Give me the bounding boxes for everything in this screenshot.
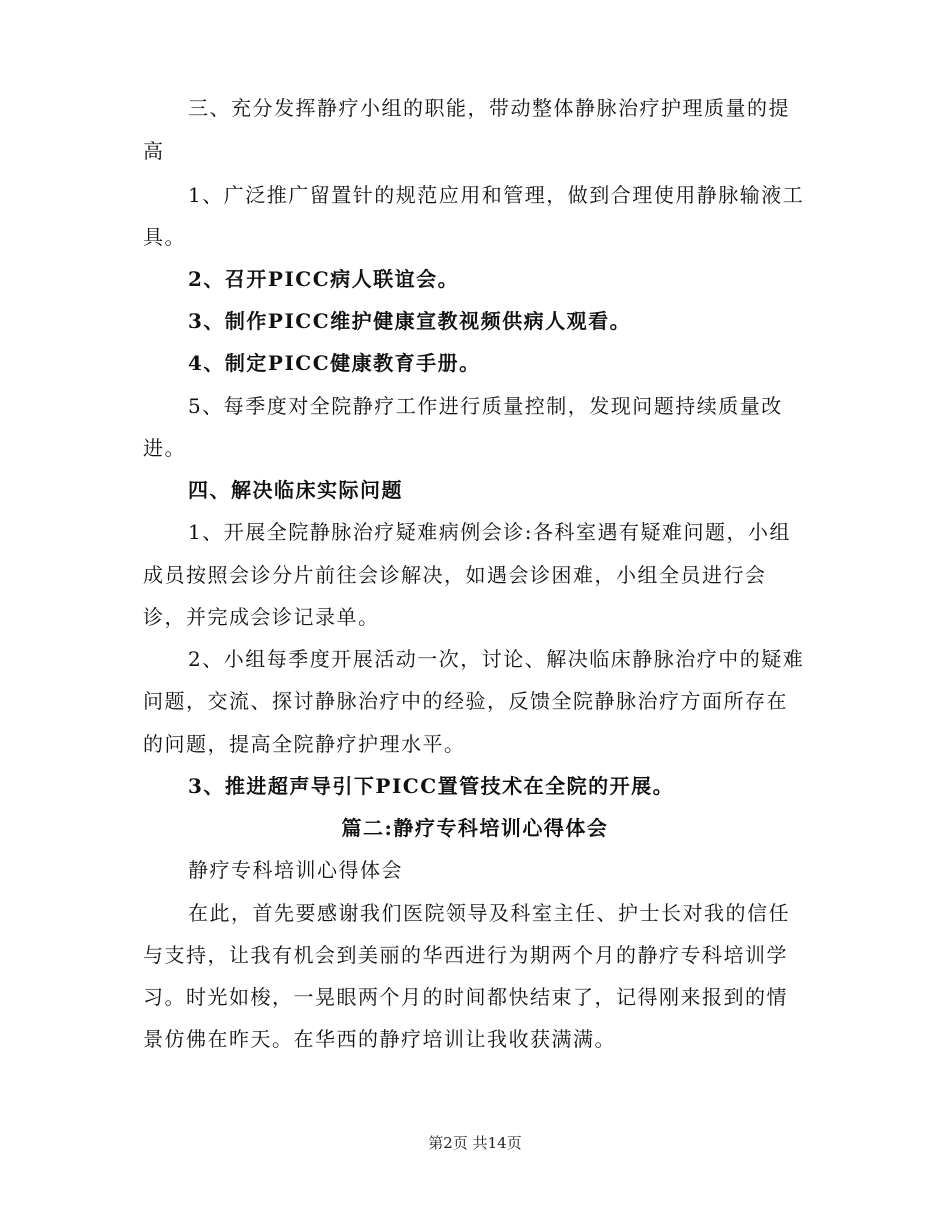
item-3-text: 3、制作PICC维护健康宣教视频供病人观看。 — [188, 309, 632, 333]
section-four-item-3: 3、推进超声导引下PICC置管技术在全院的开展。 — [188, 774, 675, 798]
section-four-item-2-cont: 问题，交流、探讨静脉治疗中的经验，反馈全院静脉治疗方面所存在 — [143, 689, 788, 713]
body-paragraph-cont: 与支持，让我有机会到美丽的华西进行为期两个月的静疗专科培训学 — [143, 943, 788, 967]
item-5-text: 5、每季度对全院静疗工作进行质量控制，发现问题持续质量改 — [188, 394, 783, 418]
item-4-text: 4、制定PICC健康教育手册。 — [188, 351, 481, 375]
section-four-item-2: 2、小组每季度开展活动一次，讨论、解决临床静脉治疗中的疑难 — [188, 647, 805, 671]
page-number-footer: 第2页 共14页 — [428, 1134, 522, 1152]
section-three-heading: 三、充分发挥静疗小组的职能，带动整体静脉治疗护理质量的提 — [188, 96, 790, 120]
item-1-text-cont: 具。 — [143, 225, 186, 249]
section-four-item-1: 1、开展全院静脉治疗疑难病例会诊:各科室遇有疑难问题，小组 — [188, 520, 791, 544]
body-paragraph: 在此，首先要感谢我们医院领导及科室主任、护士长对我的信任 — [188, 901, 790, 925]
item-2-text: 2、召开PICC病人联谊会。 — [188, 267, 460, 291]
section-four-item-1-cont2: 诊，并完成会诊记录单。 — [143, 605, 380, 629]
item-1-text: 1、广泛推广留置针的规范应用和管理，做到合理使用静脉输液工 — [188, 183, 805, 207]
section-four-heading: 四、解决临床实际问题 — [188, 478, 403, 502]
chapter-two-title: 篇二:静疗专科培训心得体会 — [341, 816, 609, 840]
section-four-item-2-cont2: 的问题，提高全院静疗护理水平。 — [143, 732, 466, 756]
body-paragraph-cont3: 景仿佛在昨天。在华西的静疗培训让我收获满满。 — [143, 1027, 616, 1051]
body-paragraph-cont2: 习。时光如梭，一晃眼两个月的时间都快结束了，记得刚来报到的情 — [143, 985, 788, 1009]
section-four-item-1-cont: 成员按照会诊分片前往会诊解决，如遇会诊困难，小组全员进行会 — [143, 563, 767, 587]
section-three-heading-cont: 高 — [143, 139, 165, 163]
item-5-text-cont: 进。 — [143, 436, 186, 460]
chapter-two-subtitle: 静疗专科培训心得体会 — [188, 858, 403, 882]
